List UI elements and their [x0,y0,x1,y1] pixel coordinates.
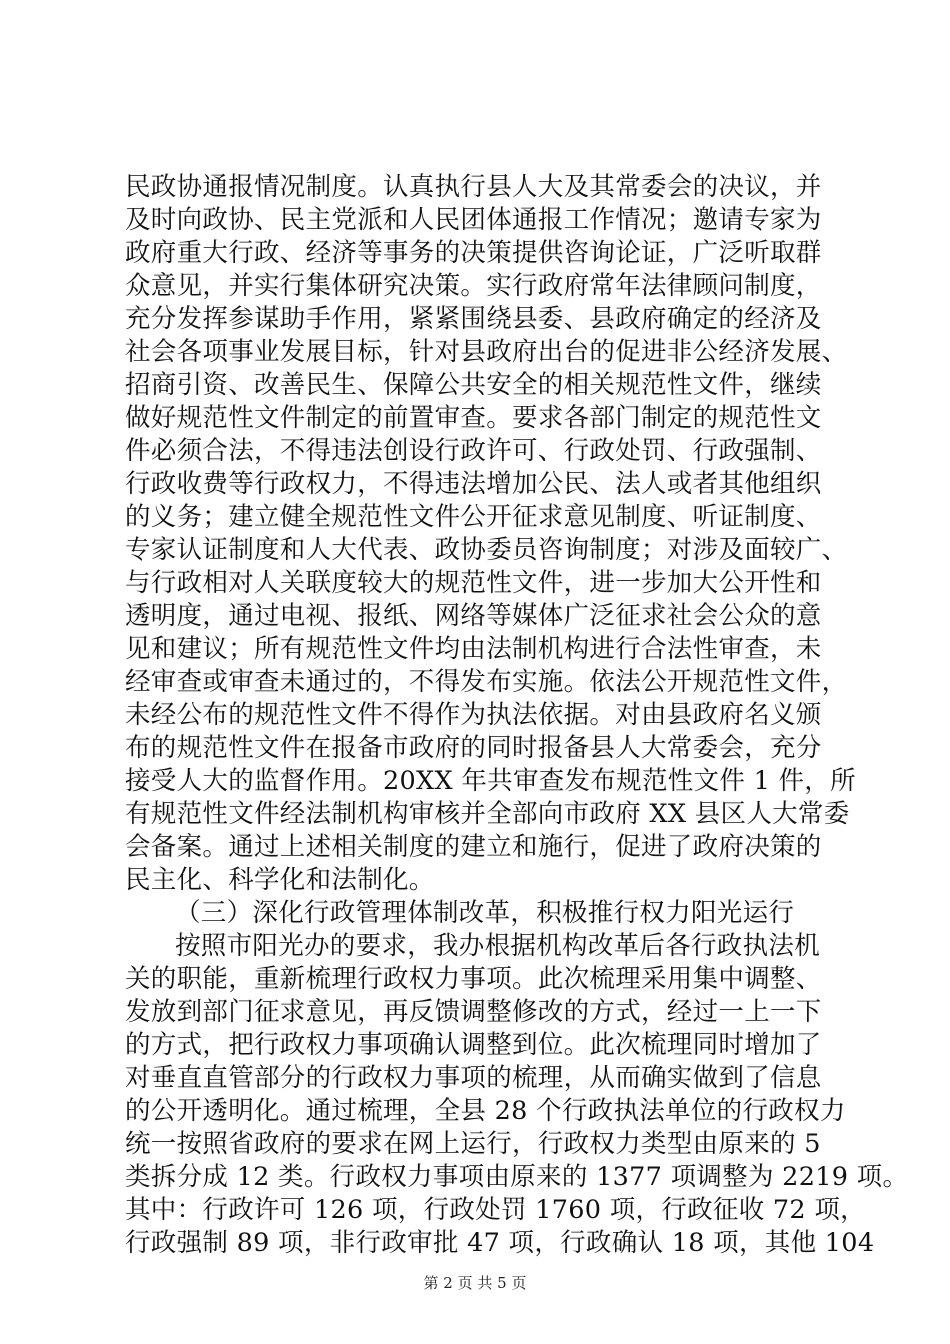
text-line: 民政协通报情况制度。认真执行县人大及其常委会的决议，并 [125,172,822,202]
text-line: 对垂直直管部分的行政权力事项的梳理，从而确实做到了信息 [125,1063,822,1093]
text-line: 接受人大的监督作用。20XX 年共审查发布规范性文件 1 件，所 [125,766,856,796]
text-line: 与行政相对人关联度较大的规范性文件，进一步加大公开性和 [125,568,822,598]
text-line: 见和建议；所有规范性文件均由法制机构进行合法性审查，未 [125,634,822,664]
text-line: 件必须合法，不得违法创设行政许可、行政处罚、行政强制、 [125,436,822,466]
text-line: 其中：行政许可 126 项，行政处罚 1760 项，行政征收 72 项， [125,1195,866,1225]
section-heading: （三）深化行政管理体制改革，积极推行权力阳光运行 [175,898,795,928]
text-line: 按照市阳光办的要求，我办根据机构改革后各行政执法机 [175,931,821,961]
text-line: 有规范性文件经法制机构审核并全部向市政府 XX 县区人大常委 [125,799,850,829]
text-line: 的方式，把行政权力事项确认调整到位。此次梳理同时增加了 [125,1030,822,1060]
text-line: 专家认证制度和人大代表、政协委员咨询制度；对涉及面较广、 [125,535,848,565]
text-line: 行政收费等行政权力，不得违法增加公民、法人或者其他组织 [125,469,822,499]
text-line: 统一按照省政府的要求在网上运行，行政权力类型由原来的 5 [125,1129,821,1159]
text-line: 政府重大行政、经济等事务的决策提供咨询论证，广泛听取群 [125,238,822,268]
text-line: 做好规范性文件制定的前置审查。要求各部门制定的规范性文 [125,403,822,433]
text-line: 众意见，并实行集体研究决策。实行政府常年法律顾问制度， [125,271,822,301]
text-line: 会备案。通过上述相关制度的建立和施行，促进了政府决策的 [125,832,822,862]
text-line: 类拆分成 12 类。行政权力事项由原来的 1377 项调整为 2219 项。 [125,1162,909,1192]
text-line: 关的职能，重新梳理行政权力事项。此次梳理采用集中调整、 [125,964,822,994]
text-line: 布的规范性文件在报备市政府的同时报备县人大常委会，充分 [125,733,822,763]
text-line: 经审查或审查未通过的，不得发布实施。依法公开规范性文件， [125,667,848,697]
text-line: 民主化、科学化和法制化。 [125,865,435,895]
text-line: 充分发挥参谋助手作用，紧紧围绕县委、县政府确定的经济及 [125,304,822,334]
text-line: 发放到部门征求意见，再反馈调整修改的方式，经过一上一下 [125,997,822,1027]
text-line: 未经公布的规范性文件不得作为执法依据。对由县政府名义颁 [125,700,822,730]
text-line: 的义务；建立健全规范性文件公开征求意见制度、听证制度、 [125,502,822,532]
text-line: 行政强制 89 项，非行政审批 47 项，行政确认 18 项，其他 104 [125,1228,875,1258]
text-line: 及时向政协、民主党派和人民团体通报工作情况；邀请专家为 [125,205,822,235]
text-line: 社会各项事业发展目标，针对县政府出台的促进非公经济发展、 [125,337,848,367]
text-line: 透明度，通过电视、报纸、网络等媒体广泛征求社会公众的意 [125,601,822,631]
page-number-footer: 第 2 页 共 5 页 [423,1274,527,1292]
text-line: 招商引资、改善民生、保障公共安全的相关规范性文件，继续 [125,370,822,400]
text-line: 的公开透明化。通过梳理，全县 28 个行政执法单位的行政权力 [125,1096,846,1126]
